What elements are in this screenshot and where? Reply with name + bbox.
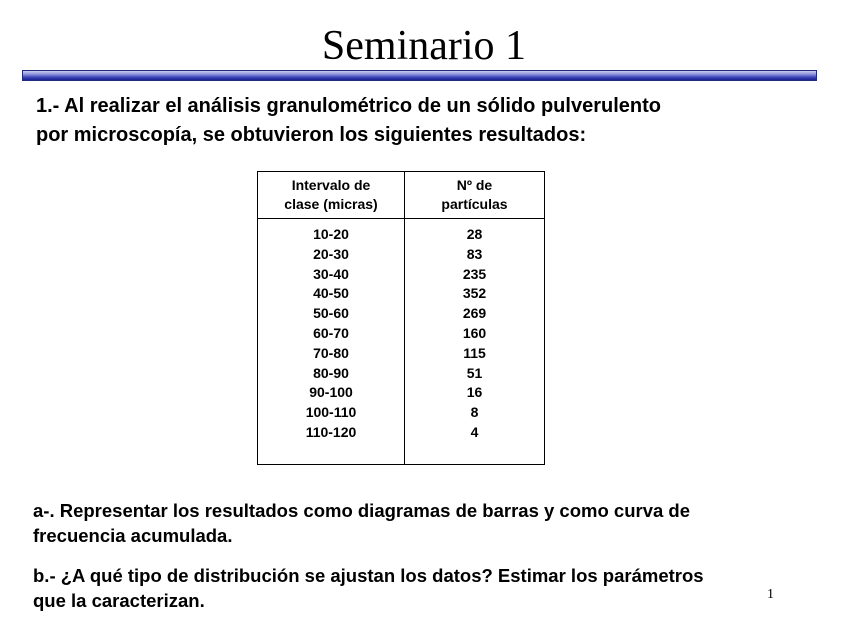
interval-cell: 30-40 bbox=[313, 265, 349, 282]
count-cell: 28 bbox=[466, 226, 483, 242]
part-a-line-2: frecuencia acumulada. bbox=[33, 525, 233, 546]
count-cell: 4 bbox=[470, 423, 479, 440]
header-count-line-2: partículas bbox=[441, 196, 508, 212]
part-a-line-1: a-. Representar los resultados como diagramas de barras y como curva de bbox=[33, 500, 691, 521]
count-cell: 352 bbox=[462, 285, 487, 302]
count-cell: 16 bbox=[466, 384, 483, 401]
header-count-line-1: Nº de bbox=[456, 177, 493, 193]
interval-cell: 10-20 bbox=[313, 226, 349, 242]
header-interval-line-1: Intervalo de bbox=[291, 177, 371, 193]
interval-cell: 40-50 bbox=[313, 285, 349, 302]
table-body-row bbox=[258, 219, 545, 465]
interval-cell: 20-30 bbox=[313, 245, 349, 262]
question-1 bbox=[36, 92, 806, 150]
slide-title: Seminario 1 bbox=[321, 23, 527, 69]
interval-cell: 60-70 bbox=[313, 324, 349, 341]
page-number: 1 bbox=[767, 587, 774, 602]
particle-size-table bbox=[257, 171, 545, 465]
interval-cell: 80-90 bbox=[313, 364, 349, 381]
part-b-line-1: b.- ¿A qué tipo de distribución se ajustan los datos? Estimar los parámetros bbox=[33, 565, 704, 586]
interval-cell: 90-100 bbox=[309, 384, 353, 401]
interval-column bbox=[258, 219, 405, 465]
count-cell: 8 bbox=[470, 404, 479, 421]
question-1-line-2: por microscopía, se obtuvieron los siguientes resultados: bbox=[36, 124, 587, 146]
count-cell: 160 bbox=[462, 324, 487, 341]
title-underline-bar bbox=[22, 70, 817, 81]
count-cell: 115 bbox=[463, 344, 486, 361]
part-a bbox=[33, 498, 823, 548]
interval-cell: 70-80 bbox=[313, 344, 349, 361]
count-cell: 83 bbox=[466, 245, 483, 262]
interval-cell: 110-120 bbox=[305, 423, 357, 440]
part-b-line-2: que la caracterizan. bbox=[33, 590, 205, 611]
count-cell: 51 bbox=[466, 364, 483, 381]
count-column bbox=[405, 219, 545, 465]
count-cell: 269 bbox=[462, 305, 487, 322]
header-particle-count bbox=[405, 172, 545, 219]
header-interval-line-2: clase (micras) bbox=[284, 196, 378, 212]
table-header-row bbox=[258, 172, 545, 219]
question-1-line-1: 1.- Al realizar el análisis granulométrico de un sólido pulverulento bbox=[36, 95, 661, 117]
part-b bbox=[33, 563, 823, 613]
interval-cell: 100-110 bbox=[305, 404, 357, 421]
interval-cell: 50-60 bbox=[313, 305, 349, 322]
header-interval bbox=[258, 172, 405, 219]
count-cell: 235 bbox=[462, 265, 487, 282]
